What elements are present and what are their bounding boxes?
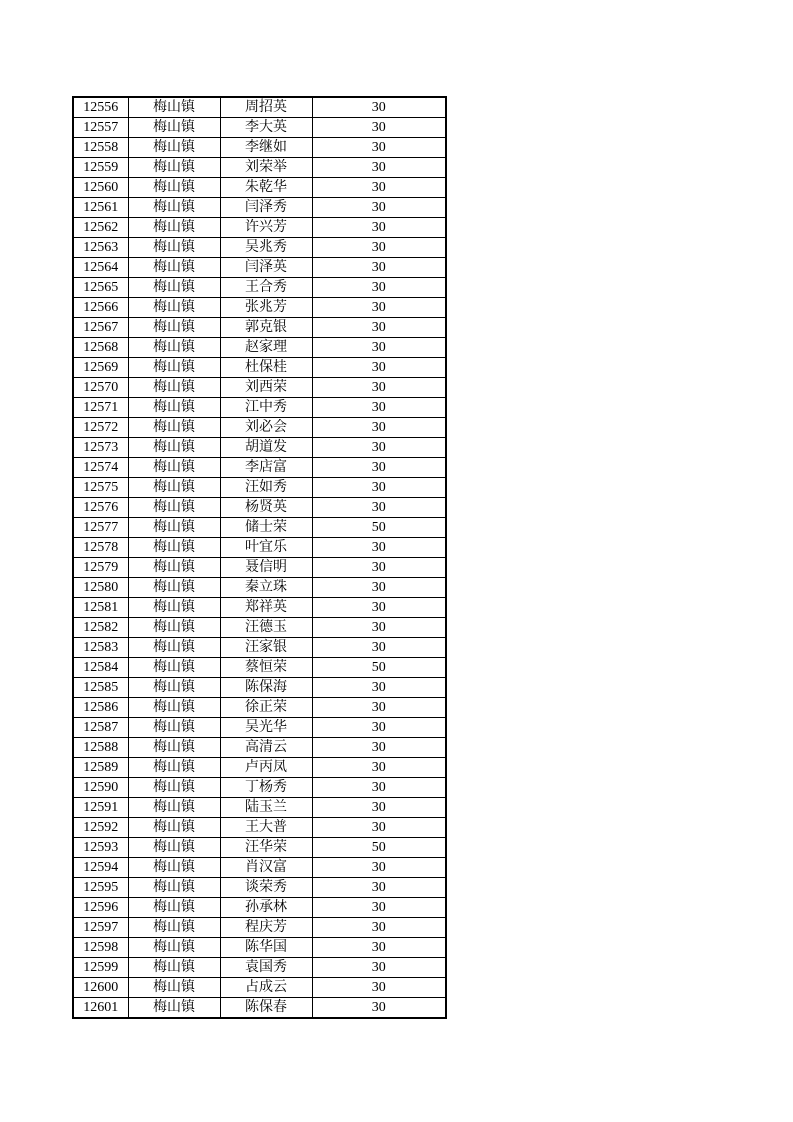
town-cell: 梅山镇 bbox=[128, 578, 220, 598]
town-cell: 梅山镇 bbox=[128, 838, 220, 858]
name-cell: 汪家银 bbox=[220, 638, 312, 658]
table-row bbox=[73, 298, 446, 318]
town-cell: 梅山镇 bbox=[128, 358, 220, 378]
table-row bbox=[73, 898, 446, 918]
name-cell: 秦立珠 bbox=[220, 578, 312, 598]
name-cell: 蔡恒荣 bbox=[220, 658, 312, 678]
town-cell: 梅山镇 bbox=[128, 498, 220, 518]
row-id-cell: 12556 bbox=[73, 97, 128, 118]
table-row bbox=[73, 938, 446, 958]
name-cell: 汪如秀 bbox=[220, 478, 312, 498]
town-cell: 梅山镇 bbox=[128, 718, 220, 738]
name-cell: 储士荣 bbox=[220, 518, 312, 538]
town-cell: 梅山镇 bbox=[128, 218, 220, 238]
amount-cell: 30 bbox=[312, 998, 446, 1019]
row-id-cell: 12598 bbox=[73, 938, 128, 958]
town-cell: 梅山镇 bbox=[128, 658, 220, 678]
amount-cell: 30 bbox=[312, 798, 446, 818]
table-row bbox=[73, 418, 446, 438]
name-cell: 许兴芳 bbox=[220, 218, 312, 238]
amount-cell: 30 bbox=[312, 458, 446, 478]
table-row bbox=[73, 498, 446, 518]
row-id-cell: 12570 bbox=[73, 378, 128, 398]
table-row bbox=[73, 678, 446, 698]
table-row bbox=[73, 218, 446, 238]
amount-cell: 30 bbox=[312, 498, 446, 518]
town-cell: 梅山镇 bbox=[128, 798, 220, 818]
name-cell: 刘荣举 bbox=[220, 158, 312, 178]
table-row bbox=[73, 158, 446, 178]
name-cell: 陈保春 bbox=[220, 998, 312, 1019]
row-id-cell: 12579 bbox=[73, 558, 128, 578]
name-cell: 肖汉富 bbox=[220, 858, 312, 878]
name-cell: 占成云 bbox=[220, 978, 312, 998]
amount-cell: 30 bbox=[312, 718, 446, 738]
row-id-cell: 12566 bbox=[73, 298, 128, 318]
row-id-cell: 12559 bbox=[73, 158, 128, 178]
amount-cell: 30 bbox=[312, 238, 446, 258]
name-cell: 叶宜乐 bbox=[220, 538, 312, 558]
town-cell: 梅山镇 bbox=[128, 818, 220, 838]
table-row bbox=[73, 358, 446, 378]
table-row bbox=[73, 398, 446, 418]
table-row bbox=[73, 778, 446, 798]
row-id-cell: 12574 bbox=[73, 458, 128, 478]
row-id-cell: 12592 bbox=[73, 818, 128, 838]
town-cell: 梅山镇 bbox=[128, 858, 220, 878]
town-cell: 梅山镇 bbox=[128, 638, 220, 658]
amount-cell: 30 bbox=[312, 338, 446, 358]
town-cell: 梅山镇 bbox=[128, 758, 220, 778]
town-cell: 梅山镇 bbox=[128, 398, 220, 418]
town-cell: 梅山镇 bbox=[128, 698, 220, 718]
row-id-cell: 12581 bbox=[73, 598, 128, 618]
row-id-cell: 12576 bbox=[73, 498, 128, 518]
town-cell: 梅山镇 bbox=[128, 958, 220, 978]
row-id-cell: 12580 bbox=[73, 578, 128, 598]
row-id-cell: 12601 bbox=[73, 998, 128, 1019]
amount-cell: 30 bbox=[312, 438, 446, 458]
town-cell: 梅山镇 bbox=[128, 558, 220, 578]
row-id-cell: 12572 bbox=[73, 418, 128, 438]
name-cell: 杨贤英 bbox=[220, 498, 312, 518]
amount-cell: 30 bbox=[312, 97, 446, 118]
name-cell: 李大英 bbox=[220, 118, 312, 138]
name-cell: 闫泽英 bbox=[220, 258, 312, 278]
name-cell: 袁国秀 bbox=[220, 958, 312, 978]
amount-cell: 50 bbox=[312, 838, 446, 858]
amount-cell: 30 bbox=[312, 398, 446, 418]
name-cell: 孙承林 bbox=[220, 898, 312, 918]
row-id-cell: 12599 bbox=[73, 958, 128, 978]
town-cell: 梅山镇 bbox=[128, 678, 220, 698]
table-row bbox=[73, 558, 446, 578]
town-cell: 梅山镇 bbox=[128, 238, 220, 258]
name-cell: 程庆芳 bbox=[220, 918, 312, 938]
table-row bbox=[73, 998, 446, 1019]
table-row bbox=[73, 378, 446, 398]
amount-cell: 30 bbox=[312, 758, 446, 778]
table-row bbox=[73, 258, 446, 278]
town-cell: 梅山镇 bbox=[128, 918, 220, 938]
amount-cell: 30 bbox=[312, 258, 446, 278]
row-id-cell: 12567 bbox=[73, 318, 128, 338]
name-cell: 陆玉兰 bbox=[220, 798, 312, 818]
town-cell: 梅山镇 bbox=[128, 438, 220, 458]
amount-cell: 30 bbox=[312, 598, 446, 618]
amount-cell: 30 bbox=[312, 938, 446, 958]
amount-cell: 30 bbox=[312, 958, 446, 978]
town-cell: 梅山镇 bbox=[128, 998, 220, 1019]
amount-cell: 30 bbox=[312, 138, 446, 158]
town-cell: 梅山镇 bbox=[128, 418, 220, 438]
table-row bbox=[73, 538, 446, 558]
data-table bbox=[72, 96, 447, 1019]
row-id-cell: 12589 bbox=[73, 758, 128, 778]
row-id-cell: 12562 bbox=[73, 218, 128, 238]
town-cell: 梅山镇 bbox=[128, 618, 220, 638]
row-id-cell: 12596 bbox=[73, 898, 128, 918]
row-id-cell: 12582 bbox=[73, 618, 128, 638]
table-row bbox=[73, 138, 446, 158]
name-cell: 李继如 bbox=[220, 138, 312, 158]
town-cell: 梅山镇 bbox=[128, 97, 220, 118]
name-cell: 杜保桂 bbox=[220, 358, 312, 378]
name-cell: 郑祥英 bbox=[220, 598, 312, 618]
amount-cell: 30 bbox=[312, 558, 446, 578]
town-cell: 梅山镇 bbox=[128, 598, 220, 618]
row-id-cell: 12577 bbox=[73, 518, 128, 538]
town-cell: 梅山镇 bbox=[128, 258, 220, 278]
name-cell: 刘西荣 bbox=[220, 378, 312, 398]
table-row bbox=[73, 458, 446, 478]
name-cell: 吴光华 bbox=[220, 718, 312, 738]
name-cell: 丁杨秀 bbox=[220, 778, 312, 798]
table-row bbox=[73, 758, 446, 778]
table-row bbox=[73, 278, 446, 298]
town-cell: 梅山镇 bbox=[128, 938, 220, 958]
table-row bbox=[73, 338, 446, 358]
table-row bbox=[73, 838, 446, 858]
amount-cell: 30 bbox=[312, 178, 446, 198]
name-cell: 高清云 bbox=[220, 738, 312, 758]
table-row bbox=[73, 97, 446, 118]
town-cell: 梅山镇 bbox=[128, 478, 220, 498]
amount-cell: 30 bbox=[312, 298, 446, 318]
row-id-cell: 12585 bbox=[73, 678, 128, 698]
table-row bbox=[73, 478, 446, 498]
amount-cell: 30 bbox=[312, 358, 446, 378]
amount-cell: 30 bbox=[312, 678, 446, 698]
table-row bbox=[73, 798, 446, 818]
amount-cell: 30 bbox=[312, 318, 446, 338]
table-row bbox=[73, 878, 446, 898]
row-id-cell: 12593 bbox=[73, 838, 128, 858]
table-row bbox=[73, 858, 446, 878]
row-id-cell: 12560 bbox=[73, 178, 128, 198]
name-cell: 张兆芳 bbox=[220, 298, 312, 318]
amount-cell: 50 bbox=[312, 658, 446, 678]
name-cell: 徐正荣 bbox=[220, 698, 312, 718]
row-id-cell: 12558 bbox=[73, 138, 128, 158]
name-cell: 朱乾华 bbox=[220, 178, 312, 198]
amount-cell: 30 bbox=[312, 118, 446, 138]
row-id-cell: 12565 bbox=[73, 278, 128, 298]
table-row bbox=[73, 118, 446, 138]
name-cell: 汪德玉 bbox=[220, 618, 312, 638]
town-cell: 梅山镇 bbox=[128, 178, 220, 198]
name-cell: 王大普 bbox=[220, 818, 312, 838]
amount-cell: 30 bbox=[312, 638, 446, 658]
town-cell: 梅山镇 bbox=[128, 278, 220, 298]
table-row bbox=[73, 958, 446, 978]
table-row bbox=[73, 738, 446, 758]
table-row bbox=[73, 718, 446, 738]
row-id-cell: 12586 bbox=[73, 698, 128, 718]
amount-cell: 30 bbox=[312, 278, 446, 298]
name-cell: 李店富 bbox=[220, 458, 312, 478]
amount-cell: 30 bbox=[312, 918, 446, 938]
table-body bbox=[73, 97, 446, 1018]
name-cell: 卢丙凤 bbox=[220, 758, 312, 778]
name-cell: 刘必会 bbox=[220, 418, 312, 438]
table-row bbox=[73, 578, 446, 598]
row-id-cell: 12590 bbox=[73, 778, 128, 798]
table-row bbox=[73, 698, 446, 718]
row-id-cell: 12584 bbox=[73, 658, 128, 678]
name-cell: 聂信明 bbox=[220, 558, 312, 578]
name-cell: 闫泽秀 bbox=[220, 198, 312, 218]
amount-cell: 50 bbox=[312, 518, 446, 538]
table-row bbox=[73, 818, 446, 838]
amount-cell: 30 bbox=[312, 378, 446, 398]
table-row bbox=[73, 598, 446, 618]
name-cell: 吴兆秀 bbox=[220, 238, 312, 258]
row-id-cell: 12557 bbox=[73, 118, 128, 138]
row-id-cell: 12588 bbox=[73, 738, 128, 758]
amount-cell: 30 bbox=[312, 978, 446, 998]
amount-cell: 30 bbox=[312, 418, 446, 438]
amount-cell: 30 bbox=[312, 818, 446, 838]
row-id-cell: 12564 bbox=[73, 258, 128, 278]
table-row bbox=[73, 238, 446, 258]
amount-cell: 30 bbox=[312, 878, 446, 898]
row-id-cell: 12578 bbox=[73, 538, 128, 558]
row-id-cell: 12561 bbox=[73, 198, 128, 218]
row-id-cell: 12568 bbox=[73, 338, 128, 358]
name-cell: 胡道发 bbox=[220, 438, 312, 458]
amount-cell: 30 bbox=[312, 738, 446, 758]
row-id-cell: 12591 bbox=[73, 798, 128, 818]
table-row bbox=[73, 638, 446, 658]
town-cell: 梅山镇 bbox=[128, 978, 220, 998]
table-row bbox=[73, 618, 446, 638]
name-cell: 赵家理 bbox=[220, 338, 312, 358]
row-id-cell: 12573 bbox=[73, 438, 128, 458]
name-cell: 陈华国 bbox=[220, 938, 312, 958]
amount-cell: 30 bbox=[312, 478, 446, 498]
amount-cell: 30 bbox=[312, 538, 446, 558]
name-cell: 王合秀 bbox=[220, 278, 312, 298]
row-id-cell: 12595 bbox=[73, 878, 128, 898]
town-cell: 梅山镇 bbox=[128, 458, 220, 478]
town-cell: 梅山镇 bbox=[128, 198, 220, 218]
table-row bbox=[73, 918, 446, 938]
name-cell: 谈荣秀 bbox=[220, 878, 312, 898]
row-id-cell: 12587 bbox=[73, 718, 128, 738]
amount-cell: 30 bbox=[312, 198, 446, 218]
town-cell: 梅山镇 bbox=[128, 378, 220, 398]
name-cell: 汪华荣 bbox=[220, 838, 312, 858]
amount-cell: 30 bbox=[312, 618, 446, 638]
name-cell: 江中秀 bbox=[220, 398, 312, 418]
row-id-cell: 12594 bbox=[73, 858, 128, 878]
amount-cell: 30 bbox=[312, 778, 446, 798]
amount-cell: 30 bbox=[312, 578, 446, 598]
row-id-cell: 12575 bbox=[73, 478, 128, 498]
amount-cell: 30 bbox=[312, 218, 446, 238]
amount-cell: 30 bbox=[312, 158, 446, 178]
row-id-cell: 12583 bbox=[73, 638, 128, 658]
name-cell: 周招英 bbox=[220, 97, 312, 118]
row-id-cell: 12569 bbox=[73, 358, 128, 378]
row-id-cell: 12597 bbox=[73, 918, 128, 938]
town-cell: 梅山镇 bbox=[128, 878, 220, 898]
table-row bbox=[73, 978, 446, 998]
table-row bbox=[73, 198, 446, 218]
row-id-cell: 12571 bbox=[73, 398, 128, 418]
table-row bbox=[73, 178, 446, 198]
table-row bbox=[73, 438, 446, 458]
table-row bbox=[73, 658, 446, 678]
row-id-cell: 12563 bbox=[73, 238, 128, 258]
town-cell: 梅山镇 bbox=[128, 138, 220, 158]
row-id-cell: 12600 bbox=[73, 978, 128, 998]
town-cell: 梅山镇 bbox=[128, 298, 220, 318]
town-cell: 梅山镇 bbox=[128, 158, 220, 178]
name-cell: 陈保海 bbox=[220, 678, 312, 698]
town-cell: 梅山镇 bbox=[128, 318, 220, 338]
name-cell: 郭克银 bbox=[220, 318, 312, 338]
table-row bbox=[73, 318, 446, 338]
amount-cell: 30 bbox=[312, 858, 446, 878]
town-cell: 梅山镇 bbox=[128, 518, 220, 538]
amount-cell: 30 bbox=[312, 898, 446, 918]
town-cell: 梅山镇 bbox=[128, 778, 220, 798]
town-cell: 梅山镇 bbox=[128, 338, 220, 358]
amount-cell: 30 bbox=[312, 698, 446, 718]
table-row bbox=[73, 518, 446, 538]
town-cell: 梅山镇 bbox=[128, 898, 220, 918]
town-cell: 梅山镇 bbox=[128, 538, 220, 558]
town-cell: 梅山镇 bbox=[128, 118, 220, 138]
town-cell: 梅山镇 bbox=[128, 738, 220, 758]
